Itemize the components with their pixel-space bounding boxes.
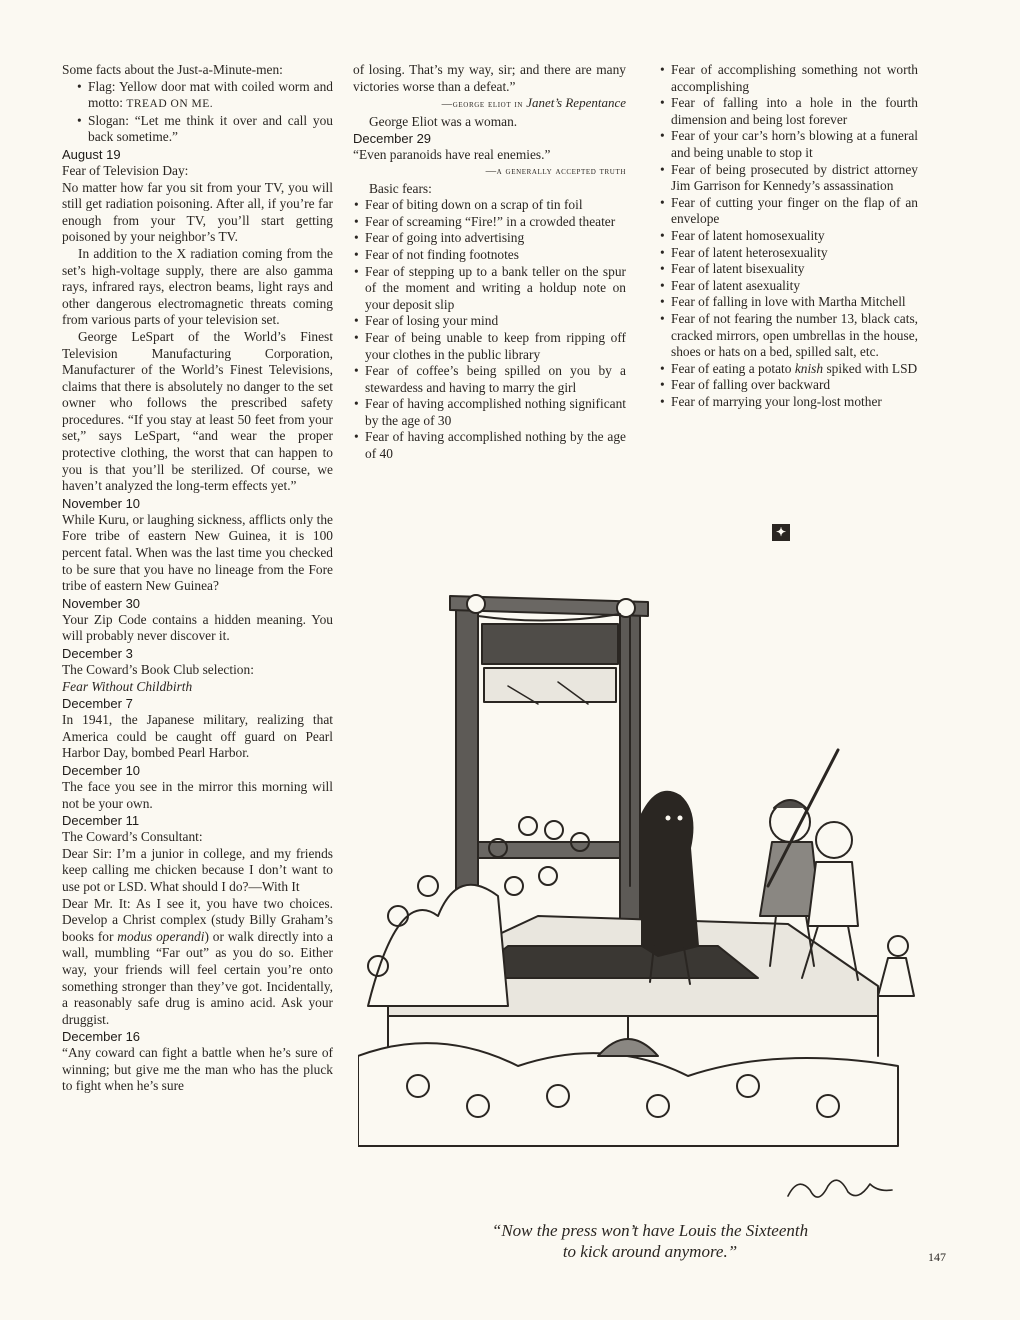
- list-item: • Fear of having accomplished nothing by the age of 40: [353, 429, 626, 462]
- minutemen-facts-list: [76, 79, 333, 146]
- list-item: • Fear of being unable to keep from ripping off your clothes in the public library: [353, 330, 626, 363]
- basic-fears-list: [353, 197, 626, 463]
- list-item: • Fear of biting down on a scrap of tin foil: [353, 197, 626, 214]
- date-heading: December 16: [62, 1029, 141, 1045]
- entry-paragraph: In 1941, the Japanese military, realizing that America could be caught off guard on Pearl Harbor Day, bombed Pearl Harbor.: [62, 712, 333, 761]
- list-item: • Fear of stepping up to a bank teller on the spur of the moment and writing a holdup note on your deposit slip: [353, 264, 626, 314]
- list-item: • Fear of accomplishing something not worth accomplishing: [659, 62, 918, 95]
- list-item: • Fear of coffee’s being spilled on you by a stewardess and having to marry the girl: [353, 363, 626, 396]
- date-heading: November 30: [62, 595, 141, 611]
- column-middle: [353, 62, 626, 463]
- list-item: • Fear of your car’s horn’s blowing at a funeral and being unable to stop it: [659, 128, 918, 161]
- list-item: • Fear of losing your mind: [353, 313, 626, 330]
- entry-paragraph: No matter how far you sit from your TV, you will still get radiation poisoning. After all, if you’re far enough from your TV, you’ll start getting poisoned by your neighbor’s TV.: [62, 179, 333, 245]
- quote-continuation: of losing. That’s my way, sir; and there are many victories worse than a defeat.”: [353, 62, 626, 94]
- bunny-endmark-icon: ✦: [772, 524, 790, 541]
- entry-paragraph: “Any coward can fight a battle when he’s sure of winning; but give me the man who has the pluck to fight when he’s sure: [62, 1045, 333, 1094]
- entry-paragraph: In addition to the X radiation coming from the set’s high-voltage supply, there are also gamma rays, infrared rays, electron beams, light rays and other dangerous electromagnetic threats coming from various parts of your television set.: [62, 245, 333, 328]
- list-item: • Flag: Yellow door mat with coiled worm and motto: TREAD ON ME.: [76, 79, 333, 113]
- date-heading: December 11: [62, 813, 140, 829]
- list-item: • Fear of latent homosexuality: [659, 228, 918, 245]
- list-item: • Fear of falling into a hole in the fourth dimension and being lost forever: [659, 95, 918, 128]
- column-right: [659, 62, 918, 410]
- date-heading: August 19: [62, 146, 121, 162]
- basic-fears-list-continued: [659, 62, 918, 361]
- list-item: • Fear of not fearing the number 13, black cats, cracked mirrors, open umbrellas in the house, shoes or hats on a bed, spilled salt, etc.: [659, 311, 918, 361]
- basic-fears-list-end: [659, 377, 918, 410]
- letter-paragraph: Dear Sir: I’m a junior in college, and my friends keep calling me chicken because I don’t want to use pot or LSD. What should I do?—With It: [62, 845, 333, 894]
- list-item: • Fear of having accomplished nothing significant by the age of 30: [353, 396, 626, 429]
- note-paragraph: George Eliot was a woman.: [369, 113, 518, 129]
- list-item: • Fear of cutting your finger on the flap of an envelope: [659, 195, 918, 228]
- entry-paragraph: The face you see in the mirror this morning will not be your own.: [62, 778, 333, 811]
- date-heading: December 10: [62, 762, 141, 778]
- list-item: • Fear of screaming “Fire!” in a crowded theater: [353, 214, 626, 231]
- date-heading: December 29: [353, 131, 432, 147]
- list-item: • Fear of latent asexuality: [659, 278, 918, 295]
- entry-paragraph: Your Zip Code contains a hidden meaning. You will probably never discover it.: [62, 611, 333, 644]
- list-item: • Fear of latent heterosexuality: [659, 245, 918, 262]
- entry-paragraph: The Coward’s Book Club selection: Fear Without Childbirth: [62, 662, 254, 694]
- list-item: • Fear of falling over backward: [659, 377, 918, 394]
- entry-paragraph: The Coward’s Consultant:: [62, 829, 203, 845]
- entry-paragraph: George LeSpart of the World’s Finest Television Manufacturing Corporation, Manufacturer of the World’s Finest Televisions, claims that there is absolutely no danger to the set owner who follows the prescribed safety procedures. “If you stay at least 50 feet from your set,” says LeSpart, “and wear the proper protective clothing, the worst that can happen to you is that you’ll be sterilized. Of course, we haven’t analyzed the long-term effects yet.”: [62, 328, 333, 494]
- list-item: • Fear of being prosecuted by district attorney Jim Garrison for Kennedy’s assassination: [659, 162, 918, 195]
- fears-intro: Basic fears:: [369, 180, 432, 196]
- list-item: • Fear of latent bisexuality: [659, 261, 918, 278]
- list-item: • Fear of eating a potato knish spiked with LSD: [659, 361, 918, 378]
- date-heading: December 7: [62, 696, 133, 712]
- list-item: • Fear of marrying your long-lost mother: [659, 394, 918, 411]
- quote-paragraph: “Even paranoids have real enemies.”: [353, 147, 551, 163]
- guillotine-cartoon: [358, 586, 930, 1212]
- entry-paragraph: Fear of Television Day:: [62, 162, 189, 178]
- reply-paragraph: Dear Mr. It: As I see it, you have two choices. Develop a Christ complex (study Billy Graham’s books for modus operandi) or walk directly into a wall, mumbling “Far out” as you do so. Either way, your friends will feel certain you’re onto something stronger than they’ve got. Incidentally, a reasonably safe drug is amino acid. Ask your druggist.: [62, 895, 333, 1027]
- date-heading: November 10: [62, 495, 141, 511]
- book-title: Fear Without Childbirth: [62, 678, 193, 694]
- cartoon-caption: “Now the press won’t have Louis the Sixteenth to kick around anymore.”: [491, 1221, 809, 1261]
- list-item: • Slogan: “Let me think it over and call you back sometime.”: [76, 113, 333, 146]
- entry-paragraph: While Kuru, or laughing sickness, afflicts only the Fore tribe of eastern New Guinea, it is 100 percent fatal. When was the last time you checked to be sure that you have no lineage from the Fore tribe of eastern New Guinea?: [62, 511, 333, 594]
- page-number: 147: [928, 1250, 946, 1264]
- list-item: • Fear of going into advertising: [353, 230, 626, 247]
- column-left: [62, 62, 333, 1095]
- list-item: • Fear of not finding footnotes: [353, 247, 626, 264]
- quote-attribution: —a generally accepted truth: [485, 165, 626, 177]
- quote-attribution: —george eliot in Janet’s Repentance: [441, 95, 626, 111]
- basic-fears-list-knish: [659, 361, 918, 378]
- intro-paragraph: Some facts about the Just-a-Minute-men:: [62, 62, 283, 77]
- date-heading: December 3: [62, 646, 133, 661]
- list-item: • Fear of falling in love with Martha Mitchell: [659, 294, 918, 311]
